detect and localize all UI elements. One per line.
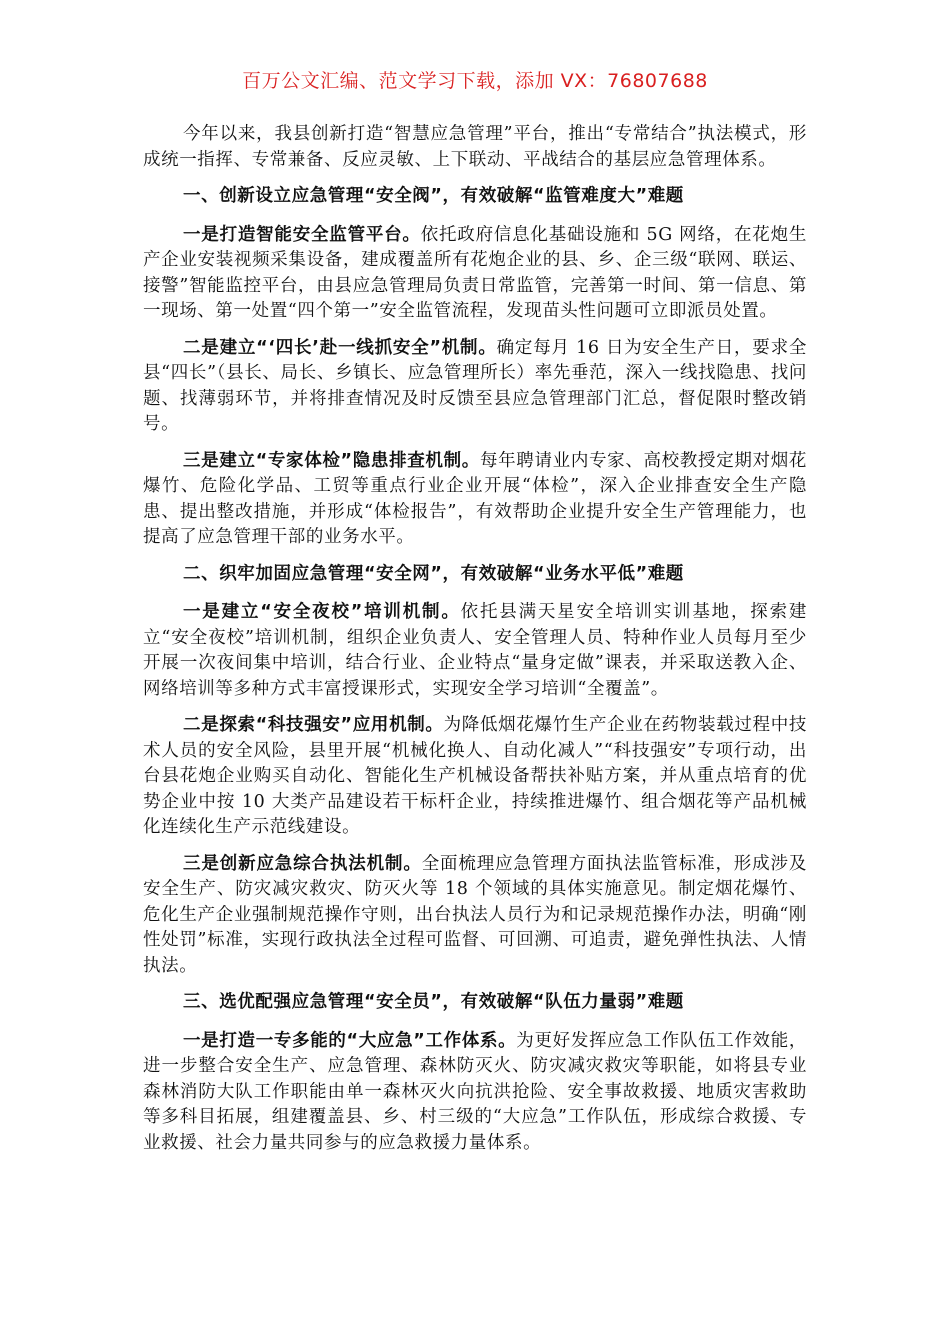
paragraph-text: 每年聘请业内专家、高校教授定期对烟花爆竹、危险化学品、工贸等重点行业企业开展“体检”，深入企业排查安全生产隐患、提出整改措施，并形成“体检报告”，有效帮助企业提升安全生产管理能力，也提高了应急管理干部的业务水平。: [143, 450, 807, 547]
section-heading: 三、选优配强应急管理“安全员”，有效破解“队伍力量弱”难题: [183, 992, 684, 1012]
body-paragraph: [143, 713, 807, 841]
intro-paragraph: 今年以来，我县创新打造“智慧应急管理”平台，推出“专常结合”执法模式，形成统一指挥、专常兼备、反应灵敏、上下联动、平战结合的基层应急管理体系。: [143, 124, 807, 170]
document-body: [143, 122, 807, 1167]
body-paragraph: [143, 852, 807, 980]
body-paragraph: [143, 336, 807, 438]
paragraph-lead: 一是打造智能安全监管平台。: [183, 224, 421, 245]
body-paragraph: [143, 223, 807, 325]
paragraph-lead: 三是创新应急综合执法机制。: [183, 853, 422, 874]
paragraph-lead: 三是建立“专家体检”隐患排查机制。: [183, 450, 480, 471]
paragraph-text: 为更好发挥应急工作队伍工作效能，进一步整合安全生产、应急管理、森林防灭火、防灾减灾救灾等职能，如将县专业森林消防大队工作职能由单一森林灭火向抗洪抢险、安全事故救援、地质灾害救助等多科目拓展，组建覆盖县、乡、村三级的“大应急”工作队伍，形成综合救援、专业救援、社会力量共同参与的应急救援力量体系。: [143, 1030, 807, 1153]
paragraph-lead: 一是建立“安全夜校”培训机制。: [183, 602, 461, 622]
section-heading: 二、织牢加固应急管理“安全网”，有效破解“业务水平低”难题: [183, 563, 684, 584]
paragraph-text: 确定每月 16 日为安全生产日，要求全县“四长”（县长、局长、乡镇长、应急管理所长）率先垂范，深入一线找隐患、找问题、找薄弱环节，并将排查情况及时反馈至县应急管理部门汇总，督促限时整改销号。: [143, 337, 807, 434]
paragraph-text: 依托县满天星安全培训实训基地，探索建立“安全夜校”培训机制，组织企业负责人、安全管理人员、特种作业人员每月至少开展一次夜间集中培训，结合行业、企业特点“量身定做”课表，并采取送教入企、网络培训等多种方式丰富授课形式，实现安全学习培训“全覆盖”。: [143, 602, 807, 699]
paragraph-lead: 二是建立“‘四长’赴一线抓安全”机制。: [183, 337, 497, 358]
paragraph-lead: 二是探索“科技强安”应用机制。: [183, 715, 444, 735]
paragraph-text: 为降低烟花爆竹生产企业在药物装载过程中技术人员的安全风险，县里开展“机械化换人、自动化减人”“科技强安”专项行动，出台县花炮企业购买自动化、智能化生产机械设备帮扶补贴方案，并从重点培育的优势企业中按 10 大类产品建设若干标杆企业，持续推进爆竹、组合烟花等产品机械化连续化生产示范线建设。: [143, 715, 807, 837]
body-paragraph: [143, 1029, 807, 1157]
body-paragraph: [143, 600, 807, 702]
section-heading: 一、创新设立应急管理“安全阀”，有效破解“监管难度大”难题: [183, 186, 684, 206]
paragraph-lead: 一是打造一专多能的“大应急”工作体系。: [183, 1030, 517, 1051]
body-paragraph: [143, 449, 807, 551]
promo-banner: 百万公文汇编、范文学习下载，添加 VX：76807688: [242, 70, 708, 92]
paragraph-text: 全面梳理应急管理方面执法监管标准，形成涉及安全生产、防灾减灾救灾、防灭火等 18 个领域的具体实施意见。制定烟花爆竹、危化生产企业强制规范操作守则，出台执法人员行为和记录规范操作办法，明确“刚性处罚”标准，实现行政执法全过程可监督、可回溯、可追责，避免弹性执法、人情执法。: [143, 853, 807, 976]
paragraph-text: 依托政府信息化基础设施和 5G 网络，在花炮生产企业安装视频采集设备，建成覆盖所有花炮企业的县、乡、企三级“联网、联运、接警”智能监控平台，由县应急管理局负责日常监管，完善第一时间、第一信息、第一现场、第一处置“四个第一”安全监管流程，发现苗头性问题可立即派员处置。: [143, 224, 807, 321]
